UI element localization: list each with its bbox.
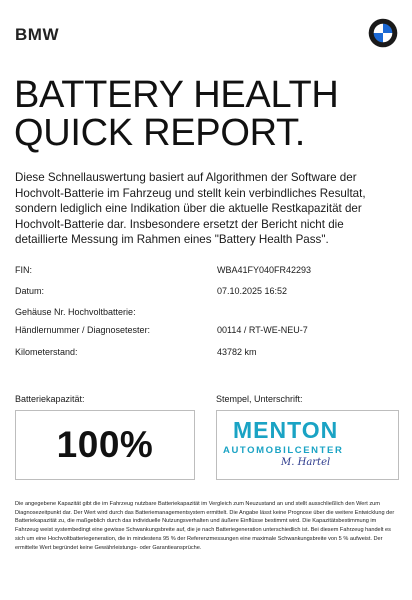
capacity-value: 100% xyxy=(56,424,154,465)
capacity-box xyxy=(15,410,195,480)
capacity-label: Batteriekapazität: xyxy=(15,394,85,404)
field-value: 07.10.2025 16:52 xyxy=(217,286,288,296)
field-label: Kilometerstand: xyxy=(15,347,78,357)
field-label: Händlernummer / Diagnosetester: xyxy=(15,325,151,335)
dealer-stamp xyxy=(216,410,399,480)
bmw-roundel-icon xyxy=(368,18,398,48)
field-label: Gehäuse Nr. Hochvoltbatterie: xyxy=(15,307,136,317)
field-value: WBA41FY040FR42293 xyxy=(217,265,312,275)
title-line-2: QUICK REPORT. xyxy=(14,112,306,154)
stamp-dealer-subtitle: AUTOMOBILCENTER xyxy=(223,445,344,456)
field-value: 43782 km xyxy=(217,347,257,357)
title-line-1: BATTERY HEALTH xyxy=(14,74,339,116)
stamp-signature: M. Hartel xyxy=(281,457,331,468)
intro-paragraph: Diese Schnellauswertung basiert auf Algorithmen der Software der Hochvolt-Batterie im Fahrzeug und stellt kein verbindliches Resultat, sondern lediglich eine Indikation über die aktuelle Restkapazität der Hochvolt-Batterie dar. Insbesondere ersetzt der Bericht nicht die detaillierte Messung im Rahmen eines "Battery Health Pass". xyxy=(15,171,366,246)
stamp-label: Stempel, Unterschrift: xyxy=(216,394,303,404)
disclaimer-text: Die angegebene Kapazität gibt die im Fahrzeug nutzbare Batteriekapazität im Vergleich zum Neuzustand an und stellt ausschließlich den Wert zum Diagnosezeitpunkt dar. Der Wert wird durch das Batteriemanagementsystem ermittelt. Die Angabe lässt keine Prognose über die weitere Entwicklung der Batteriekapazität zu, die maßgeblich durch das individuelle Nutzungsverhalten und äußere Einflüsse bestimmt wird. Die Kapazitätsbestimmung im Fahrzeug weist systembedingt eine gewisse Schwankungsbreite auf, die je nach Batteriegeneration unterschiedlich ist. Bei diesem Fahrzeug handelt es sich um eine Hochvoltbatteriegeneration, die in mindestens 95 % der Referenzmessungen eine maximale Schwankungsbreite von 5 % aufweist. Der ermittelte Wert begründet keine Gewährleistungs- oder Garantieansprüche. xyxy=(15,501,395,551)
brand-wordmark: BMW xyxy=(15,25,59,44)
field-label: FIN: xyxy=(15,265,32,275)
field-value: 00114 / RT-WE-NEU-7 xyxy=(217,325,308,335)
field-label: Datum: xyxy=(15,286,45,296)
report-title xyxy=(14,76,339,152)
stamp-dealer-name: MENTON xyxy=(233,417,339,443)
